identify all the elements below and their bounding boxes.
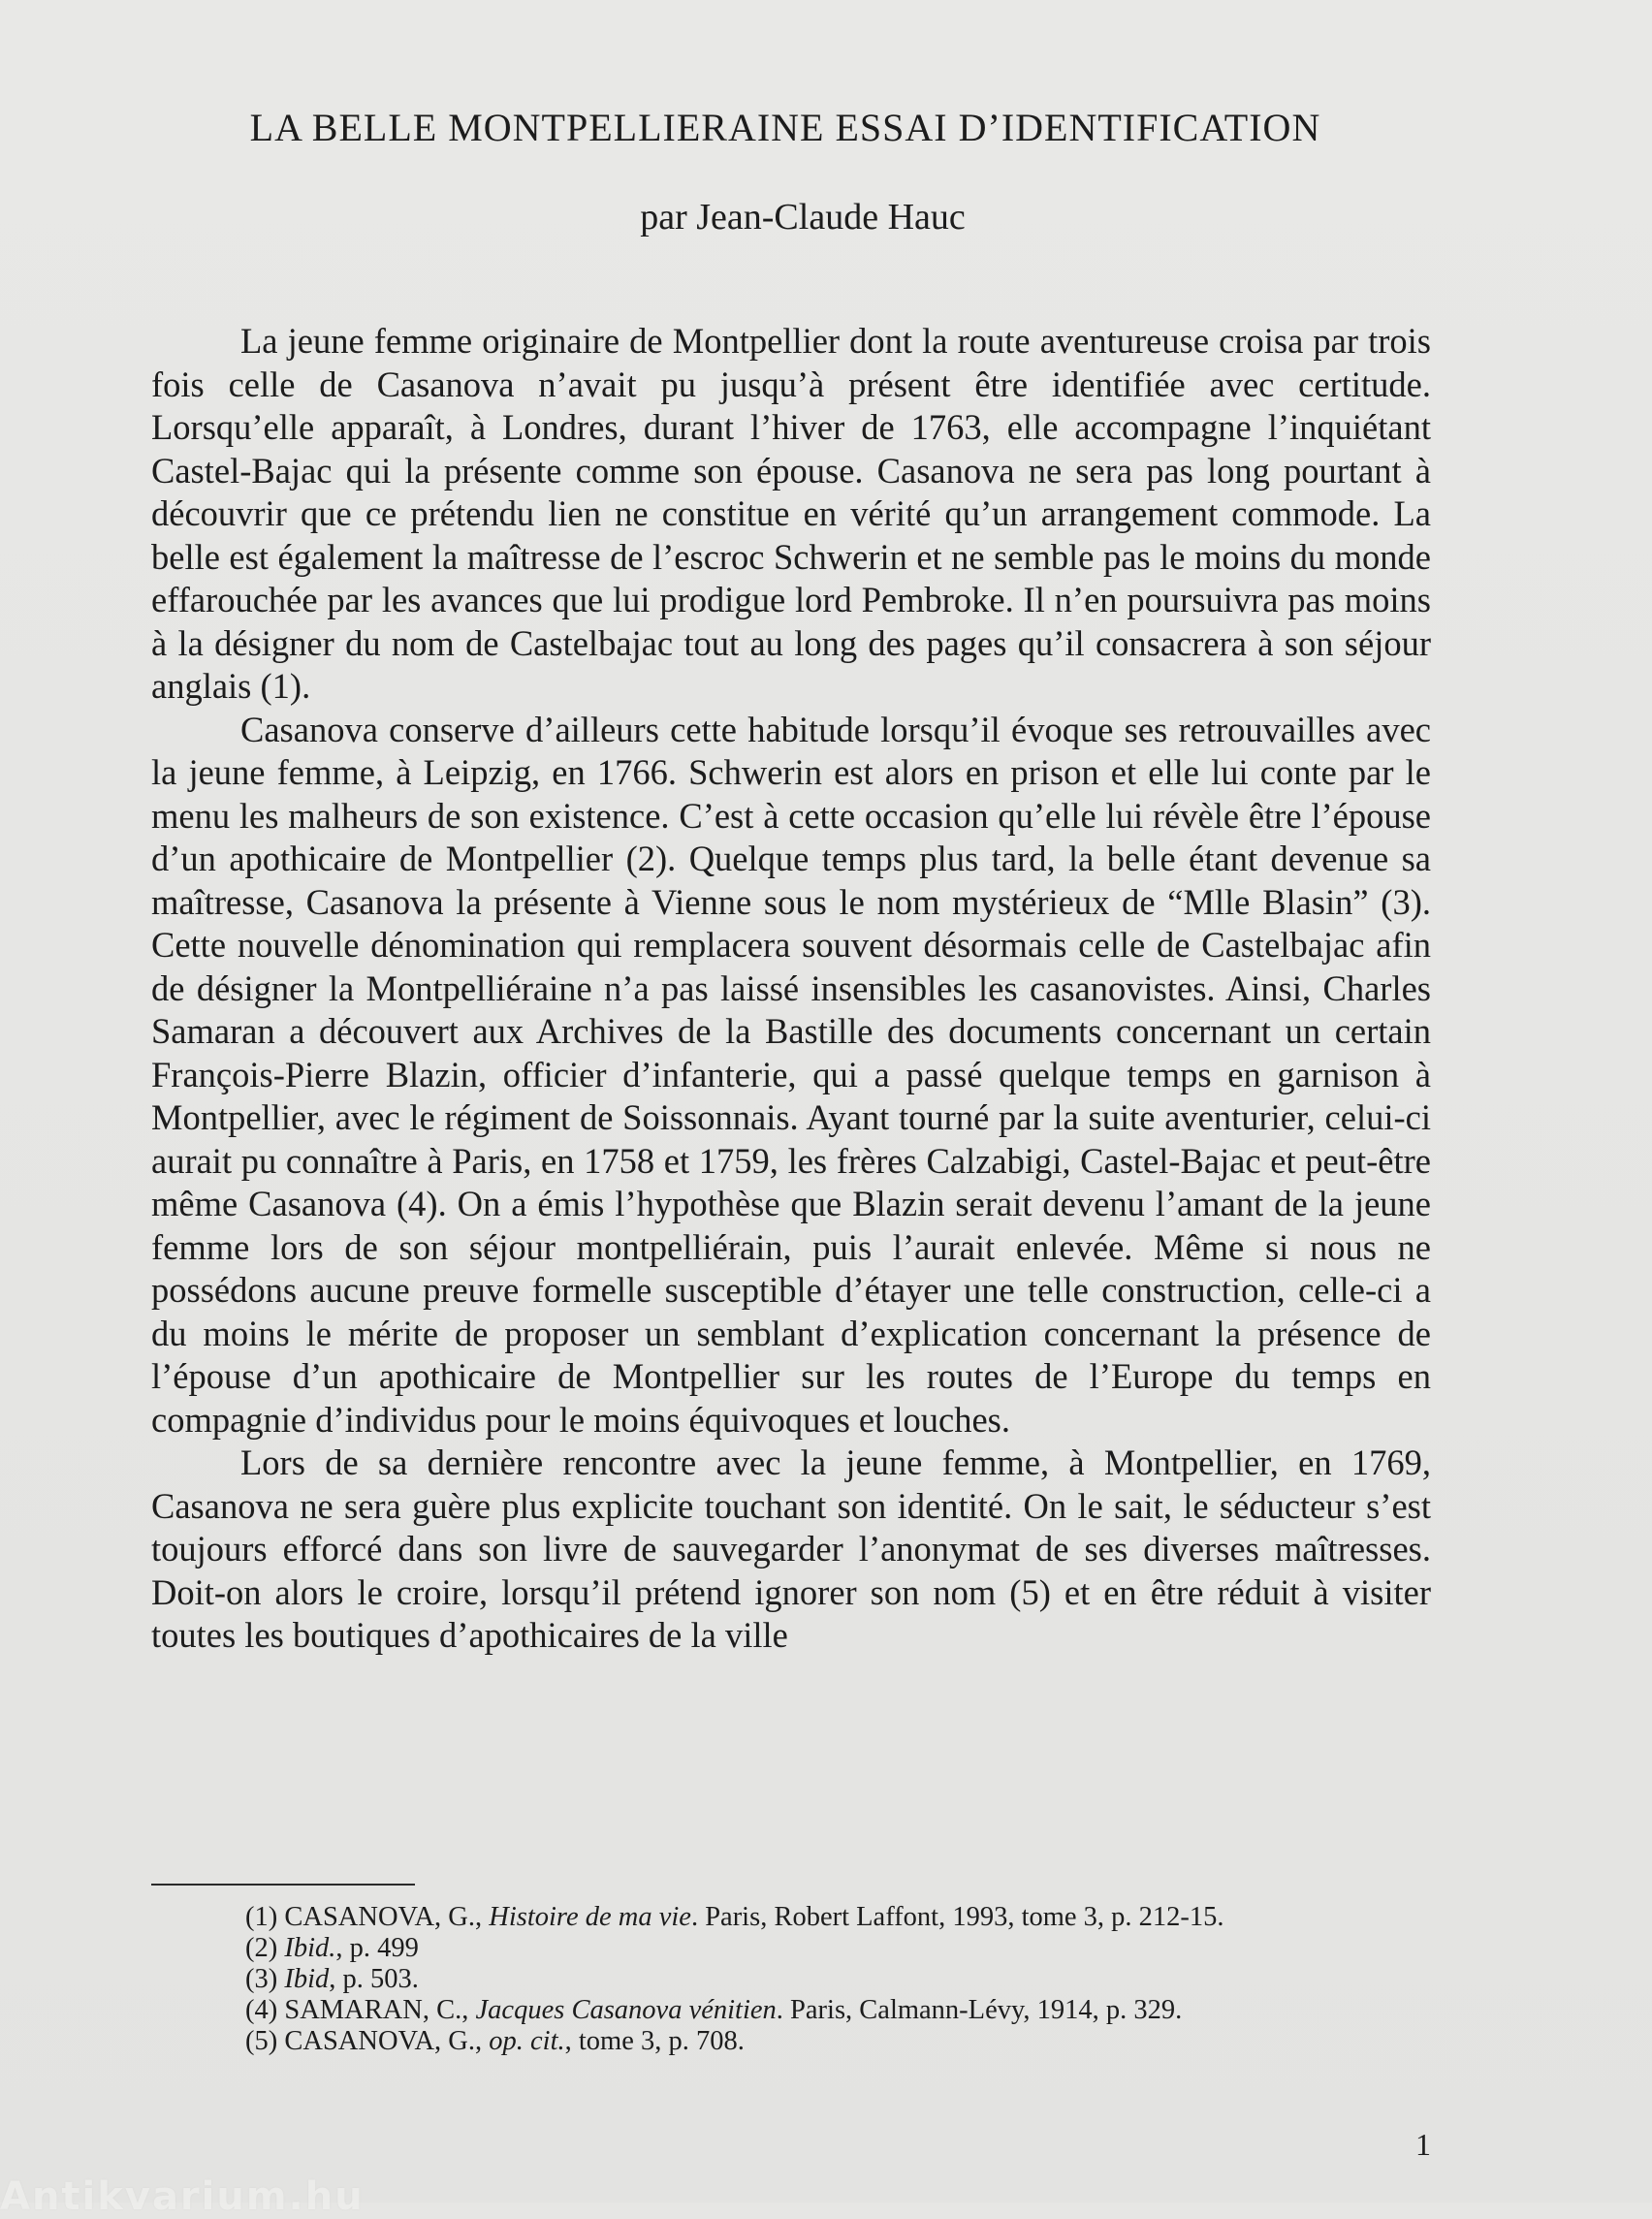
article-author: par Jean-Claude Hauc bbox=[640, 197, 966, 238]
watermark: Antikvarium.hu bbox=[0, 2174, 365, 2219]
body-paragraph-1: La jeune femme originaire de Montpellier dont la route aventureuse croisa par trois fois celle de Casanova n’avait pu jusqu’à présent être identifiée avec certitude. Lorsqu’elle apparaît, à Londres, durant l’hiver de 1763, elle accompagne l’inquiétant Castel-Bajac qui la présente comme son épouse. Casanova ne sera pas long pourtant à découvrir que ce prétendu lien ne constitue en vérité qu’un arrangement commode. La belle est également la maîtresse de l’escroc Schwerin et ne semble pas le moins du monde effarouchée par les avances que lui prodigue lord Pembroke. Il n’en poursuivra pas moins à la désigner du nom de Castelbajac tout au long des pages qu’il consacrera à son séjour anglais (1). bbox=[151, 321, 1431, 706]
footnote-2: (2) Ibid., p. 499 bbox=[245, 1933, 419, 1963]
footnote-separator bbox=[151, 1884, 415, 1886]
footnote-4: (4) SAMARAN, C., Jacques Casanova vénitien. Paris, Calmann-Lévy, 1914, p. 329. bbox=[245, 1995, 1183, 2025]
body-paragraph-2: Casanova conserve d’ailleurs cette habitude lorsqu’il évoque ses retrouvailles avec la jeune femme, à Leipzig, en 1766. Schwerin est alors en prison et elle lui conte par le menu les malheurs de son existence. C’est à cette occasion qu’elle lui révèle être l’épouse d’un apothicaire de Montpellier (2). Quelque temps plus tard, la belle étant devenue sa maîtresse, Casanova la présente à Vienne sous le nom mystérieux de “Mlle Blasin” (3). Cette nouvelle dénomination qui remplacera souvent désormais celle de Castelbajac afin de désigner la Montpelliéraine n’a pas laissé insensibles les casanovistes. Ainsi, Charles Samaran a découvert aux Archives de la Bastille des documents concernant un certain François-Pierre Blazin, officier d’infanterie, qui a passé quelque temps en garnison à Montpellier, avec le régiment de Soissonnais. Ayant tourné par la suite aventurier, celui-ci aurait pu connaître à Paris, en 1758 et 1759, les frères Calzabigi, Castel-Bajac et peut-être même Casanova (4). On a émis l’hypothèse que Blazin serait devenu l’amant de la jeune femme lors de son séjour montpelliérain, puis l’aurait enlevée. Même si nous ne possédons aucune preuve formelle susceptible d’étayer une telle construction, celle-ci a du moins le mérite de proposer un semblant d’explication concernant la présence de l’épouse d’un apothicaire de Montpellier sur les routes de l’Europe du temps en compagnie d’individus pour le moins équivoques et louches. bbox=[151, 709, 1431, 1440]
footnote-3: (3) Ibid, p. 503. bbox=[245, 1964, 419, 1994]
footnotes bbox=[245, 1902, 1428, 2057]
article-body bbox=[151, 320, 1431, 1658]
footnote-5: (5) CASANOVA, G., op. cit., tome 3, p. 708. bbox=[245, 2026, 745, 2056]
page-number: 1 bbox=[1415, 2127, 1431, 2162]
article-title: LA BELLE MONTPELLIERAINE ESSAI D’IDENTIFICATION bbox=[249, 106, 1321, 149]
body-paragraph-3: Lors de sa dernière rencontre avec la jeune femme, à Montpellier, en 1769, Casanova ne sera guère plus explicite touchant son identité. On le sait, le séducteur s’est toujours efforcé dans son livre de sauvegarder l’anonymat de ses diverses maîtresses. Doit-on alors le croire, lorsqu’il prétend ignorer son nom (5) et en être réduit à visiter toutes les boutiques d’apothicaires de la ville bbox=[151, 1442, 1431, 1655]
footnote-1: (1) CASANOVA, G., Histoire de ma vie. Paris, Robert Laffont, 1993, tome 3, p. 212-15. bbox=[245, 1902, 1224, 1932]
